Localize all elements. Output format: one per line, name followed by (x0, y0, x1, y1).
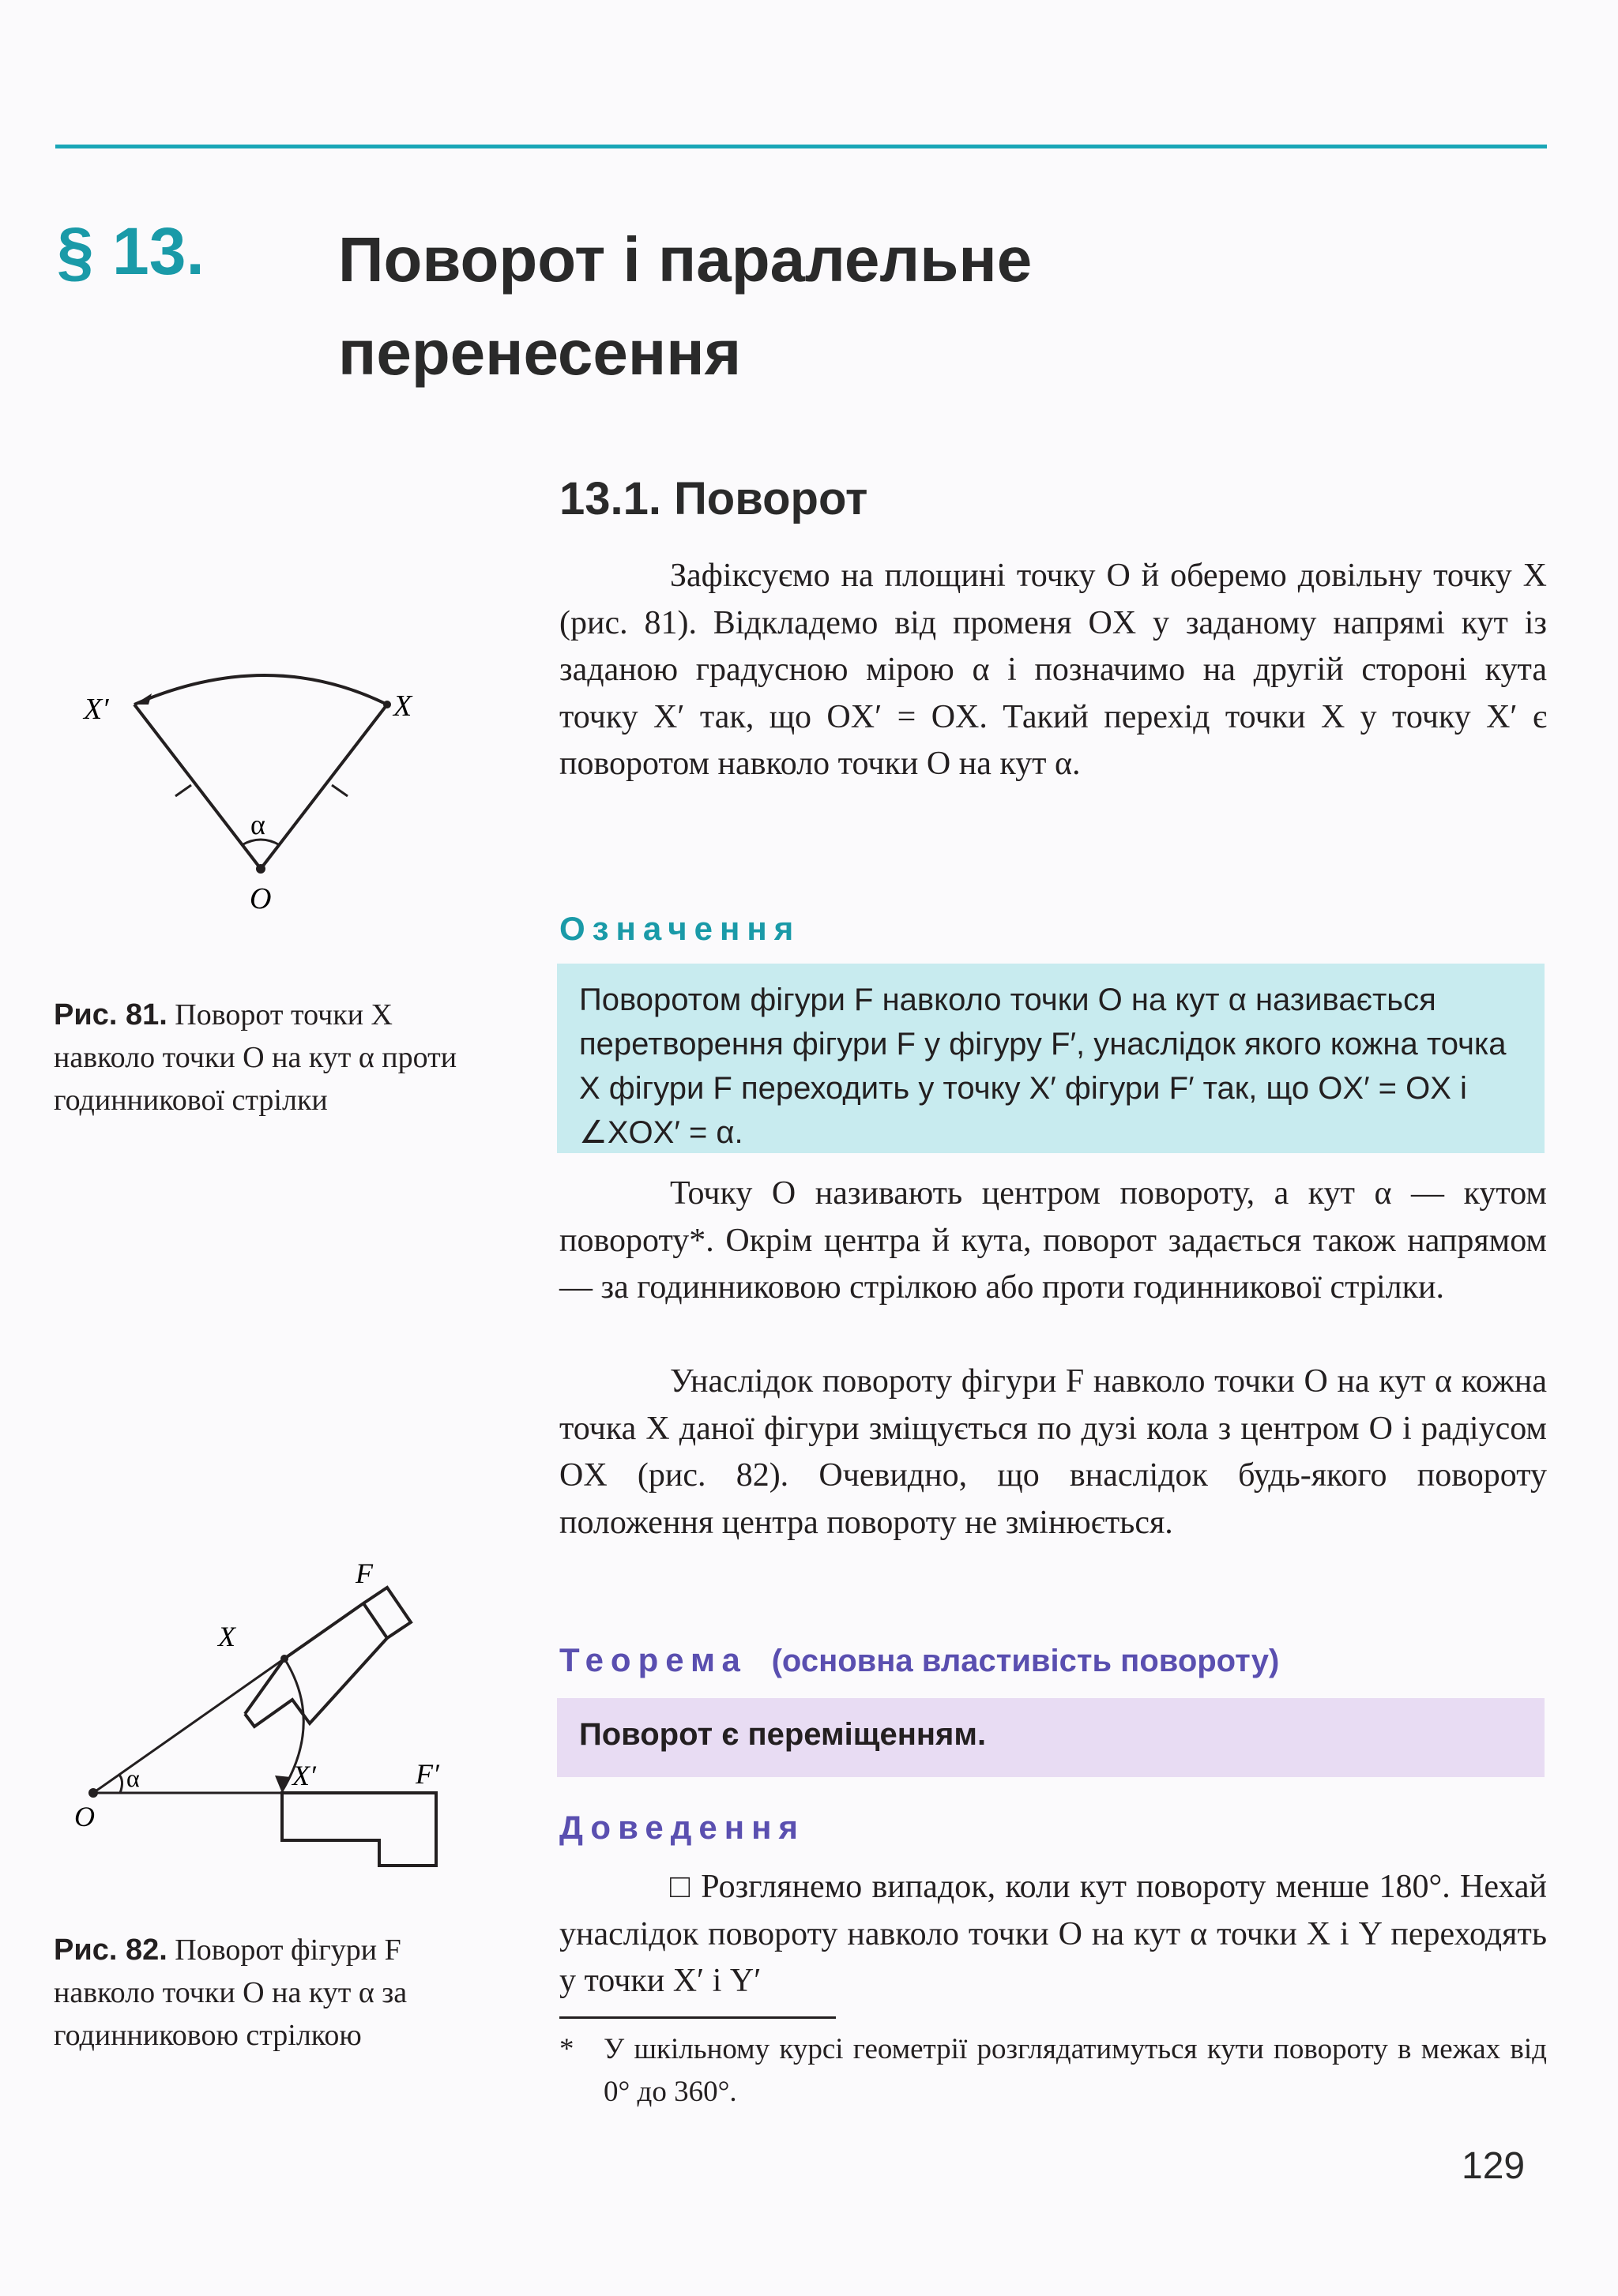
figure-82-caption-text: Поворот фігури F навколо точки O на кут α за годинниковою стрілкою (54, 1933, 408, 2052)
proof-label: Доведення (559, 1809, 805, 1846)
paragraph-1: Зафіксуємо на площині точку O й оберемо довільну точку X (рис. 81). Відкладемо від променя OX у заданому напрямі кут із заданою градусною мірою α і позначимо на другій стороні кута точку X′ так, що OX′ = OX. Такий перехід точки X у точку X′ є поворотом навколо точки O на кут α. (559, 558, 1547, 782)
paragraph-4: □ Розглянемо випадок, коли кут повороту менше 180°. Нехай унаслідок повороту навколо точки O на кут α точки X і Y переходять у точки X′ і Y′ (559, 1869, 1547, 1999)
label-x: X (393, 690, 412, 723)
footnote-rule (559, 2016, 836, 2019)
point-o (88, 1788, 98, 1798)
arc-arrowhead (275, 1776, 291, 1793)
section-number: § 13. (57, 214, 205, 288)
theorem-label (559, 1641, 1279, 1679)
label-x-prime: X′ (84, 693, 109, 726)
footnote (559, 2028, 1547, 2114)
label-o: O (74, 1801, 95, 1832)
label-x: X (218, 1621, 235, 1652)
figure-82-caption (54, 1929, 480, 2057)
label-x-prime: X′ (292, 1760, 316, 1791)
angle-arc (242, 840, 280, 845)
figure-f-top (245, 1588, 411, 1714)
footnote-text: У шкільному курсі геометрії розглядатимуться кути повороту в межах від 0° до 360°. (604, 2033, 1547, 2108)
arc-arrowhead (134, 693, 152, 705)
label-alpha: α (126, 1764, 140, 1792)
figure-81-caption (54, 994, 480, 1122)
label-alpha: α (250, 809, 265, 840)
footnote-mark: * (559, 2033, 574, 2065)
label-f: F (356, 1558, 373, 1589)
figure-81 (63, 648, 474, 948)
paragraph-3: Унаслідок повороту фігури F навколо точки O на кут α кожна точка X даної фігури зміщується по дузі кола з центром O і радіусом OX (рис. 82). Очевидно, що внаслідок будь-якого повороту положення центра повороту не змінюється. (559, 1363, 1547, 1541)
figure-81-caption-text: Поворот точки X навколо точки O на кут α проти годинникової стрілки (54, 998, 457, 1117)
figure-82 (63, 1540, 490, 1872)
definition-box: Поворотом фігури F навколо точки O на кут α називається перетворення фігури F у фігуру F′, унаслідок якого кожна точка X фігури F переходить у точку X′ фігури F′ так, що OX′ = OX і ∠XOX′ = α. (557, 964, 1545, 1153)
point-x (280, 1655, 288, 1663)
label-f-prime: F′ (416, 1758, 439, 1790)
definition-label: Означення (559, 910, 801, 947)
page-number: 129 (1462, 2145, 1526, 2187)
subsection-title: 13.1. Поворот (559, 473, 868, 524)
paragraph-2: Точку O називають центром повороту, а кут α — кутом повороту*. Окрім центра й кута, поворот задається також напрямом — за годинниковою стрілкою або проти годинникової стрілки. (559, 1175, 1547, 1306)
figure-f-prime (282, 1793, 436, 1866)
tick-mark-2 (332, 785, 348, 796)
theorem-label-text: Теорема (559, 1641, 747, 1678)
top-rule (55, 145, 1547, 148)
figure-81-caption-lead: Рис. 81. (54, 998, 167, 1032)
angle-arc (119, 1774, 122, 1793)
point-x (383, 701, 391, 708)
point-o (256, 864, 265, 874)
section-title: Поворот і паралельне перенесення (338, 224, 1033, 388)
theorem-box: Поворот є переміщенням. (557, 1698, 1545, 1777)
tick-mark-1 (175, 785, 191, 796)
theorem-subtitle: (основна властивість повороту) (771, 1644, 1280, 1678)
figure-82-caption-lead: Рис. 82. (54, 1933, 167, 1967)
label-o: O (250, 882, 272, 915)
rotation-arc (134, 675, 387, 705)
